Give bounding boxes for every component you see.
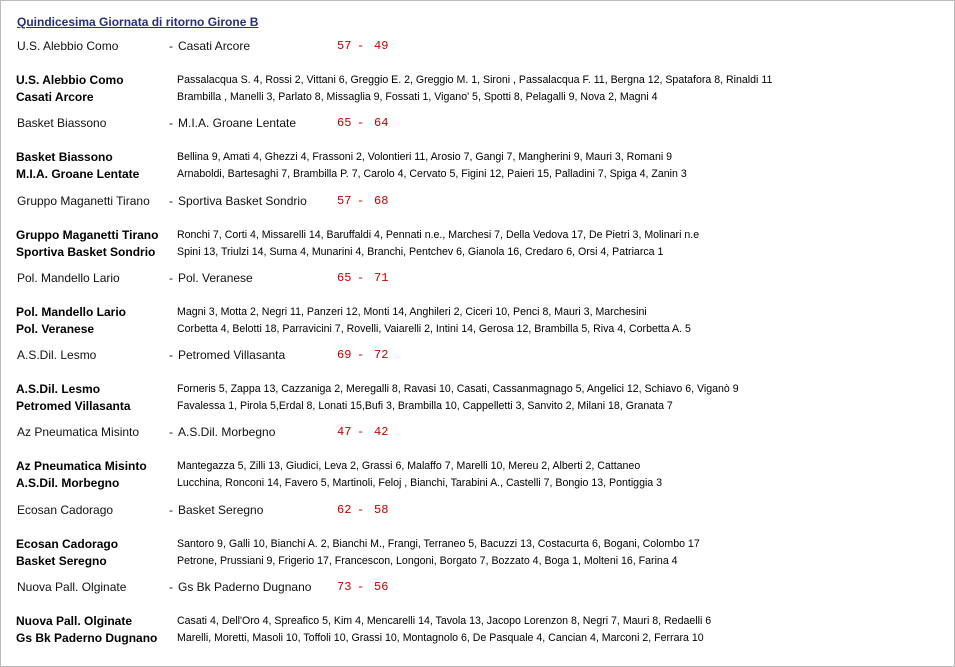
away-roster-row: [16, 245, 941, 259]
away-roster-row: [16, 399, 941, 413]
home-score: 69: [337, 348, 352, 362]
roster-players: Spini 13, Triulzi 14, Suma 4, Munarini 4, Branchi, Pentchev 6, Gianola 16, Credaro 6, Orsi 4, Patriarca 1: [177, 246, 664, 258]
roster-players: Lucchina, Ronconi 14, Favero 5, Martinoli, Feloj , Bianchi, Tarabini A., Castelli 7, Bongio 13, Pontiggia 3: [177, 477, 663, 489]
home-score: 62: [337, 503, 352, 517]
away-team: Sportiva Basket Sondrio: [178, 194, 307, 208]
roster-team-name: Ecosan Cadorago: [16, 537, 119, 551]
away-score: 56: [374, 580, 389, 594]
away-score: 68: [374, 194, 389, 208]
match-result: [17, 116, 937, 130]
match-result: [17, 425, 937, 439]
roster-team-name: Sportiva Basket Sondrio: [16, 245, 156, 259]
team-separator: -: [169, 116, 173, 130]
roster-team-name: Pol. Mandello Lario: [16, 305, 127, 319]
away-team: M.I.A. Groane Lentate: [178, 116, 297, 130]
team-separator: -: [169, 348, 173, 362]
match-result: [17, 271, 937, 285]
roster-players: Passalacqua S. 4, Rossi 2, Vittani 6, Greggio E. 2, Greggio M. 1, Sironi , Passalacqua F. 11, Bergna 12, Spatafora 8, Rinaldi 11: [177, 74, 773, 86]
roster-players: Forneris 5, Zappa 13, Cazzaniga 2, Meregalli 8, Ravasi 10, Casati, Cassanmagnago 5, Angelici 12, Schiavo 6, Viganò 9: [177, 383, 739, 395]
roster-team-name: Basket Biassono: [16, 150, 113, 164]
match-result: [17, 194, 937, 208]
roster-players: Corbetta 4, Belotti 18, Parravicini 7, Rovelli, Vaiarelli 2, Intini 14, Gerosa 12, Brambilla 5, Riva 4, Corbetta A. 5: [177, 323, 691, 335]
roster-team-name: Basket Seregno: [16, 554, 107, 568]
away-score: 71: [374, 271, 389, 285]
roster-players: Ronchi 7, Corti 4, Missarelli 14, Baruffaldi 4, Pennati n.e., Marchesi 7, Della Vedova 17, De Pietri 3, Molinari n.e: [177, 229, 700, 241]
home-roster-row: [16, 305, 941, 319]
roster-players: Santoro 9, Galli 10, Bianchi A. 2, Bianchi M., Frangi, Terraneo 5, Bacuzzi 13, Costacurta 6, Bogani, Colombo 17: [177, 538, 700, 550]
away-roster-row: [16, 90, 941, 104]
away-score: 42: [374, 425, 389, 439]
home-roster-row: [16, 73, 941, 87]
away-roster-row: [16, 631, 941, 645]
roster-team-name: A.S.Dil. Lesmo: [16, 382, 101, 396]
score-separator: -: [357, 194, 365, 208]
roster-players: Favalessa 1, Pirola 5,Erdal 8, Lonati 15,Bufi 3, Brambilla 10, Cappelletti 3, Sanvito 2, Milani 18, Granata 7: [177, 400, 673, 412]
away-team: A.S.Dil. Morbegno: [178, 425, 276, 439]
away-roster-row: [16, 322, 941, 336]
away-team: Petromed Villasanta: [178, 348, 286, 362]
roster-players: Magni 3, Motta 2, Negri 11, Panzeri 12, Monti 14, Anghileri 2, Ciceri 10, Penci 8, Mauri 3, Marchesini: [177, 306, 647, 318]
roster-team-name: Casati Arcore: [16, 90, 94, 104]
home-roster-row: [16, 614, 941, 628]
home-score: 65: [337, 271, 352, 285]
home-roster-row: [16, 228, 941, 242]
home-roster-row: [16, 459, 941, 473]
roster-team-name: Gruppo Maganetti Tirano: [16, 228, 159, 242]
home-team: Az Pneumatica Misinto: [17, 425, 140, 439]
home-score: 47: [337, 425, 352, 439]
team-separator: -: [169, 39, 173, 53]
home-score: 65: [337, 116, 352, 130]
match-result: [17, 580, 937, 594]
roster-players: Petrone, Prussiani 9, Frigerio 17, Francescon, Longoni, Borgato 7, Bozzato 4, Boga 1, Molteni 16, Farina 4: [177, 555, 678, 567]
score-separator: -: [357, 116, 365, 130]
roster-team-name: Pol. Veranese: [16, 322, 95, 336]
home-team: Nuova Pall. Olginate: [17, 580, 127, 594]
team-separator: -: [169, 425, 173, 439]
roster-team-name: Nuova Pall. Olginate: [16, 614, 133, 628]
roster-team-name: Petromed Villasanta: [16, 399, 131, 413]
score-separator: -: [357, 580, 365, 594]
match-result: [17, 503, 937, 517]
home-score: 73: [337, 580, 352, 594]
home-score: 57: [337, 194, 352, 208]
score-separator: -: [357, 503, 365, 517]
page-title[interactable]: Quindicesima Giornata di ritorno Girone B: [17, 15, 259, 29]
away-team: Gs Bk Paderno Dugnano: [178, 580, 312, 594]
away-roster-row: [16, 476, 941, 490]
away-score: 49: [374, 39, 389, 53]
roster-players: Casati 4, Dell'Oro 4, Spreafico 5, Kim 4, Mencarelli 14, Tavola 13, Jacopo Lorenzon 8, Negri 7, Mauri 8, Redaelli 6: [177, 615, 712, 627]
score-separator: -: [357, 39, 365, 53]
home-team: U.S. Alebbio Como: [17, 39, 119, 53]
home-team: Basket Biassono: [17, 116, 107, 130]
roster-players: Arnaboldi, Bartesaghi 7, Brambilla P. 7, Carolo 4, Cervato 5, Figini 12, Paieri 15, Palladini 7, Spiga 4, Zanin 3: [177, 168, 687, 180]
roster-team-name: A.S.Dil. Morbegno: [16, 476, 120, 490]
team-separator: -: [169, 580, 173, 594]
home-score: 57: [337, 39, 352, 53]
score-separator: -: [357, 271, 365, 285]
team-separator: -: [169, 194, 173, 208]
roster-team-name: U.S. Alebbio Como: [16, 73, 124, 87]
roster-players: Bellina 9, Amati 4, Ghezzi 4, Frassoni 2, Volontieri 11, Arosio 7, Gangi 7, Mangherini 9, Mauri 3, Romani 9: [177, 151, 673, 163]
away-roster-row: [16, 167, 941, 181]
team-separator: -: [169, 271, 173, 285]
roster-team-name: M.I.A. Groane Lentate: [16, 167, 140, 181]
match-result: [17, 39, 937, 53]
roster-team-name: Gs Bk Paderno Dugnano: [16, 631, 158, 645]
roster-players: Marelli, Moretti, Masoli 10, Toffoli 10, Grassi 10, Montagnolo 6, De Pasquale 4, Cancian 4, Marconi 2, Ferrara 10: [177, 632, 704, 644]
score-separator: -: [357, 425, 365, 439]
away-team: Pol. Veranese: [178, 271, 253, 285]
away-score: 58: [374, 503, 389, 517]
home-roster-row: [16, 382, 941, 396]
home-roster-row: [16, 537, 941, 551]
home-roster-row: [16, 150, 941, 164]
away-team: Basket Seregno: [178, 503, 264, 517]
roster-team-name: Az Pneumatica Misinto: [16, 459, 147, 473]
score-separator: -: [357, 348, 365, 362]
away-score: 64: [374, 116, 389, 130]
away-roster-row: [16, 554, 941, 568]
roster-players: Brambilla , Manelli 3, Parlato 8, Missaglia 9, Fossati 1, Vigano' 5, Spotti 8, Pelagalli 9, Nova 2, Magni 4: [177, 91, 658, 103]
home-team: Gruppo Maganetti Tirano: [17, 194, 150, 208]
away-score: 72: [374, 348, 389, 362]
away-team: Casati Arcore: [178, 39, 251, 53]
roster-players: Mantegazza 5, Zilli 13, Giudici, Leva 2, Grassi 6, Malaffo 7, Marelli 10, Mereu 2, Alberti 2, Cattaneo: [177, 460, 641, 472]
home-team: A.S.Dil. Lesmo: [17, 348, 97, 362]
home-team: Pol. Mandello Lario: [17, 271, 120, 285]
team-separator: -: [169, 503, 173, 517]
match-result: [17, 348, 937, 362]
home-team: Ecosan Cadorago: [17, 503, 114, 517]
